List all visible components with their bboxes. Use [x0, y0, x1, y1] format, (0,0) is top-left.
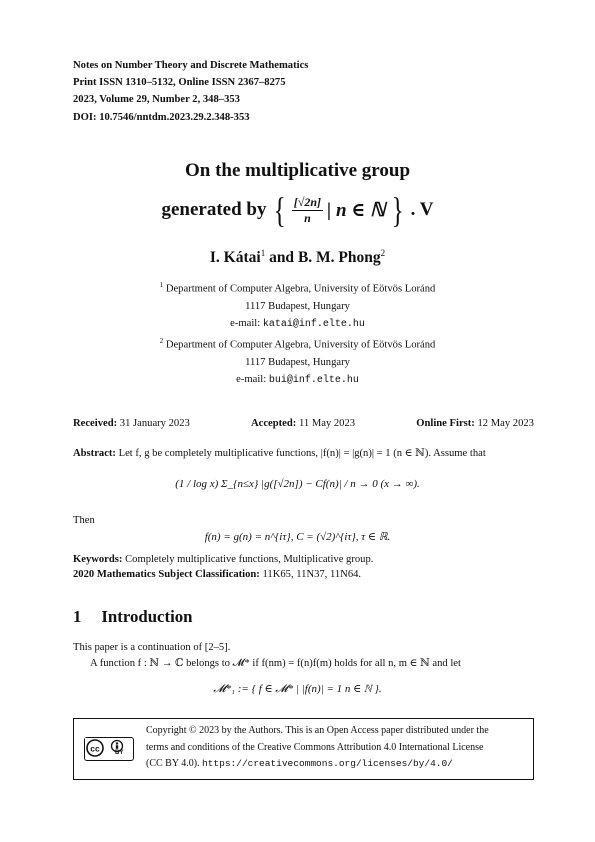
- journal-doi: DOI: 10.7546/nntdm.2023.29.2.348-353: [73, 111, 250, 123]
- journal-volume: 2023, Volume 29, Number 2, 348–353: [73, 94, 240, 106]
- section-title: Introduction: [101, 607, 193, 626]
- authors-and: and: [265, 249, 298, 267]
- accepted-date: Accepted: 11 May 2023: [251, 418, 356, 429]
- fraction-numerator: [√2n]: [293, 194, 322, 209]
- author-1-sup: 1: [260, 248, 266, 258]
- affil-2-city: 1117 Budapest, Hungary: [245, 356, 350, 368]
- cc-by-license-icon: [84, 737, 134, 761]
- svg-text:cc: cc: [90, 743, 100, 754]
- fraction-denominator: n: [304, 210, 311, 225]
- keywords: [73, 552, 534, 567]
- abstract: [73, 446, 534, 461]
- copyright-line-3: (CC BY 4.0).: [146, 758, 200, 769]
- online-date: Online First: 12 May 2023: [416, 418, 534, 429]
- keywords-label: Keywords:: [73, 554, 123, 565]
- abstract-formula-1: (1 / log x) Σ_{n≤x} |g([√2n]) − Cf(n)| / n → 0 (x → ∞).: [175, 478, 420, 490]
- title-prefix: generated by: [161, 199, 267, 220]
- journal-header: [73, 57, 308, 126]
- dates-row: [73, 418, 534, 429]
- affiliation-1: [0, 277, 595, 333]
- journal-name: Notes on Number Theory and Discrete Mathematics: [73, 60, 309, 71]
- intro-para-1: This paper is a continuation of [2–5].: [73, 642, 231, 653]
- affil-2-sup: 2: [159, 337, 164, 345]
- cc-logo-graphic: [85, 738, 132, 759]
- affil-1-sup: 1: [159, 281, 164, 289]
- affil-1-dept: Department of Computer Algebra, University of Eötvös Loránd: [165, 283, 436, 295]
- abstract-label: Abstract:: [73, 448, 116, 459]
- affiliation-2: [0, 333, 595, 389]
- intro-formula: 𝓜*₁ := { f ∈ 𝓜* | |f(n)| = 1 n ∈ ℕ }.: [213, 683, 382, 695]
- copyright-text: [146, 723, 531, 773]
- section-number: 1: [73, 607, 82, 626]
- set-condition: | n ∈ ℕ: [327, 199, 386, 221]
- msc-text: 11K65, 11N37, 11N64.: [262, 569, 362, 580]
- affil-1-city: 1117 Budapest, Hungary: [245, 300, 350, 312]
- abstract-text: Let f, g be completely multiplicative functions, |f(n)| = |g(n)| = 1 (n ∈ ℕ). Assume that: [118, 448, 486, 459]
- authors: [0, 248, 595, 267]
- author-2-sup: 2: [380, 248, 386, 258]
- affil-1-email[interactable]: katai@inf.elte.hu: [262, 319, 365, 331]
- msc-label: 2020 Mathematics Subject Classification:: [73, 569, 260, 580]
- copyright-line-1: Copyright © 2023 by the Authors. This is an Open Access paper distributed under the: [146, 725, 489, 736]
- author-1: I. Kátai: [209, 249, 261, 267]
- keywords-text: Completely multiplicative functions, Multiplicative group.: [125, 554, 374, 565]
- affil-1-email-label: e-mail:: [230, 318, 261, 330]
- journal-issn: Print ISSN 1310–5132, Online ISSN 2367–8275: [73, 77, 286, 89]
- copyright-line-2: terms and conditions of the Creative Commons Attribution 4.0 International License: [146, 741, 484, 753]
- abstract-formula-2: f(n) = g(n) = n^{iτ}, C = (√2)^{iτ}, τ ∈ ℝ.: [204, 531, 391, 543]
- affil-2-dept: Department of Computer Algebra, University of Eötvös Loránd: [165, 339, 436, 351]
- right-brace: }: [391, 190, 405, 230]
- received-date: Received: 31 January 2023: [73, 418, 190, 429]
- title-suffix: . V: [410, 199, 434, 220]
- left-brace: {: [273, 190, 286, 230]
- license-url-link[interactable]: https://creativecommons.org/licenses/by/4.0/: [202, 758, 453, 769]
- affil-2-email[interactable]: bui@inf.elte.hu: [268, 375, 359, 387]
- affil-2-email-label: e-mail:: [236, 374, 267, 386]
- author-2: B. M. Phong: [297, 249, 381, 267]
- msc: [73, 567, 534, 582]
- section-heading: [73, 607, 192, 627]
- title-fraction: [292, 195, 323, 226]
- paper-title-line2: [0, 192, 595, 228]
- cc-by-label: BY: [115, 750, 124, 756]
- abstract-then: Then: [73, 515, 95, 526]
- intro-para-2: A function f : ℕ → ℂ belongs to 𝓜* if f(nm) = f(n)f(m) holds for all n, m ∈ ℕ and let: [90, 658, 461, 669]
- paper-title-line1: On the multiplicative group: [184, 160, 411, 181]
